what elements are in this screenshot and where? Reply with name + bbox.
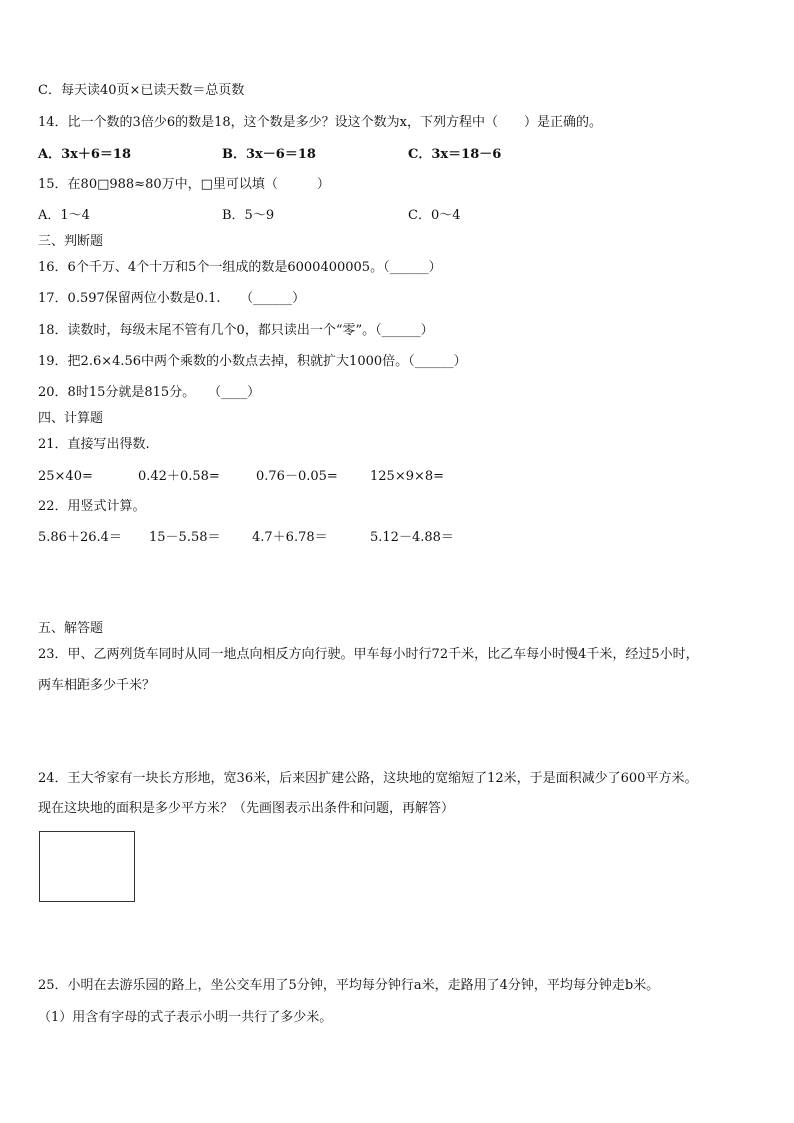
q14-option-c: C．3x＝18－6 [408,147,502,162]
section-heading-judgement: 三、判断题 [38,234,104,249]
section-heading-calculation: 四、计算题 [38,411,104,426]
q18-text: 18．读数时，每级末尾不管有几个0，都只读出一个“零”。（______） [38,323,434,338]
q22-item: 15－5.58＝ [149,530,221,545]
drawing-area-box [39,831,135,902]
q21-item: 25×40= [38,469,93,484]
q15-stem: 15．在80□988≈80万中，□里可以填（ ） [38,177,330,192]
q22-item: 5.12－4.88＝ [370,530,454,545]
q21-item: 0.42＋0.58= [138,469,220,484]
q20-text: 20．8时15分就是815分。 （____） [38,385,261,400]
q15-option-c: C．0～4 [408,208,461,223]
q21-item: 125×9×8= [370,469,445,484]
q23-line2: 两车相距多少千米？ [38,678,156,693]
q23-line1: 23．甲、乙两列货车同时从同一地点向相反方向行驶。甲车每小时行72千米，比乙车每小时慢4千米，经过5小时， [38,647,699,662]
q14-option-b: B．3x－6＝18 [222,147,316,162]
q19-text: 19．把2.6×4.56中两个乘数的小数点去掉，积就扩大1000倍。（______） [38,354,467,369]
q25-line1: 25．小明在去游乐园的路上，坐公交车用了5分钟，平均每分钟行a米，走路用了4分钟，平均每分钟走b米。 [38,978,660,993]
q16-text: 16．6个千万、4个十万和5个一组成的数是6000400005。（______） [38,260,442,275]
q22-item: 4.7＋6.78＝ [252,530,328,545]
q22-stem: 22．用竖式计算。 [38,499,146,514]
q15-option-a: A．1～4 [38,208,90,223]
q14-stem: 14．比一个数的3倍少6的数是18，这个数是多少？设这个数为x，下列方程中（ ）是正确的。 [38,115,602,130]
q25-sub1: （1）用含有字母的式子表示小明一共行了多少米。 [38,1010,333,1025]
q21-stem: 21．直接写出得数. [38,437,150,452]
q24-line1: 24．王大爷家有一块长方形地，宽36米，后来因扩建公路，这块地的宽缩短了12米，于是面积减少了600平方米。 [38,771,698,786]
q21-item: 0.76－0.05= [256,469,338,484]
q17-text: 17．0.597保留两位小数是0.1. （______） [38,291,306,306]
q22-item: 5.86＋26.4＝ [38,530,122,545]
q13-option-c: C．每天读40页×已读天数＝总页数 [38,83,245,98]
q14-option-a: A．3x＋6＝18 [38,147,132,162]
q15-option-b: B．5～9 [222,208,275,223]
section-heading-answer: 五、解答题 [38,621,104,636]
q24-line2: 现在这块地的面积是多少平方米？（先画图表示出条件和问题，再解答） [38,801,455,816]
